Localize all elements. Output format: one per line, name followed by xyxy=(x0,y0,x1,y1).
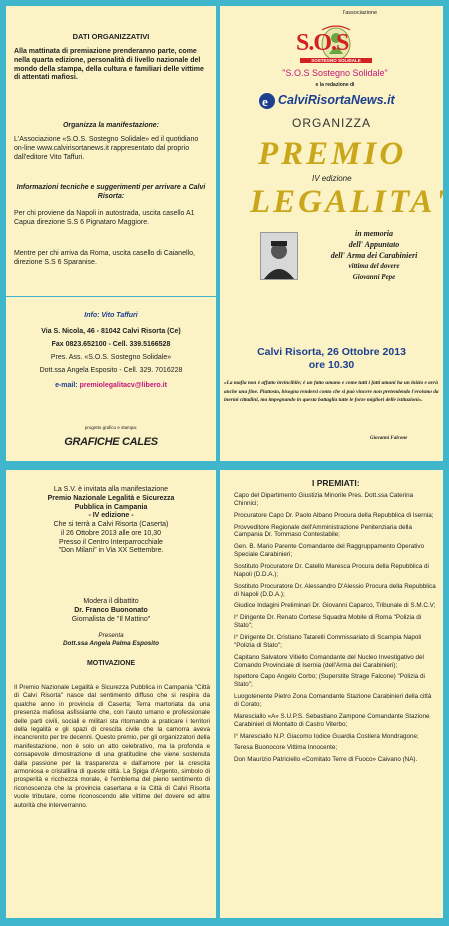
memoria-line-4: vittima del dovere xyxy=(348,262,400,270)
motivation-text: Il Premio Nazionale Legalità e Sicurezza Pubblica in Campania "Città di Calvi Risorta" nasce dal sentimento diffuso che si respira da qualche anno in provincia di Caserta; Terra martoriata da una presenza mafiosa asfissiante che, con l'aiuto umano e professionale delle parti civili, sociali e militari sta ritornando a praticare i territori della legalità e gli spazi di crescita civile che la camorra aveva incancrenito per tre decenni. Questo premio, per gli organizzatori della manifestazione, non è solo un atto celebrativo, ma la profonda e consapevole dimostrazione di una gratitudine che viene sostenuta dalla passione per la trasparenza e dall'amore per la crescita armoniosa e cristallina di queste città. La Spiga d'Argento, simbolo di prosperità e ricchezza morale, è l'emblema del pieno sentimento di riconoscenza che la provincia casertana e la Città di Calvi Risorta vuole tributare, come riconoscendo alle vittime del dovere ed altre autorità che interverranno. xyxy=(14,684,211,809)
awardee-item: Capo del Dipartimento Giustizia Minorile Pres. Dott.ssa Caterina Chinnici; xyxy=(234,492,414,507)
moderator-label: Modera il dibattito xyxy=(83,598,139,605)
invite-line-7: Presso il Centro Interparrocchiale xyxy=(59,538,163,546)
invite-line-5: Che si terrà a Calvi Risorta (Caserta) xyxy=(53,521,169,528)
newspaper-name: CalviRisortaNews.it xyxy=(278,93,395,107)
presenter-label: Presenta xyxy=(98,632,124,639)
invite-line-1: La S.V. è invitata alla manifestazione xyxy=(53,486,169,493)
awardee-item: I° Dirigente Dr. Cristiano Tatarelli Commissariato di Scampia Napoli "Polizia di Stato"; xyxy=(234,634,422,649)
divider xyxy=(6,296,216,297)
route-roma: Mentre per chi arriva da Roma, uscita casello di Caianello, direzione S.S 6 Sparanise. xyxy=(14,250,195,266)
info-heading: Informazioni tecniche e suggerimenti per arrivare a Calvi Risorta: xyxy=(16,184,206,200)
awardees-list xyxy=(234,492,438,768)
contact-dott: Dott.ssa Angela Esposito - Cell. 329. 7016228 xyxy=(39,367,183,374)
newspaper-e-icon xyxy=(258,92,276,110)
moderator-name: Dr. Franco Buononato xyxy=(74,606,148,614)
awardee-item: Don Maurizio Patriciello «Comitato Terre di Fuoco» Caivano (NA). xyxy=(234,756,418,764)
awardee-item: Capitano Salvatore Vitiello Comandante del Nucleo Investigativo del Comando Provinciale di Isernia (dell'Arma dei Carabinieri); xyxy=(234,653,424,669)
presenter-block xyxy=(6,632,216,648)
edizione-label: IV edizione xyxy=(312,174,352,183)
event-time: ore 10.30 xyxy=(308,359,355,371)
awardees-title: I PREMIATI: xyxy=(312,478,360,488)
awardee-item: Giudice Indagini Preliminari Dr. Giovanni Caparco, Tribunale di S.M.C.V; xyxy=(234,602,436,610)
redazione-label: e la redazione di xyxy=(315,82,355,88)
org-heading: Organizza la manifestazione: xyxy=(62,122,160,129)
memoria-line-2: dell' Appuntato xyxy=(348,240,400,249)
organizers-intro: Alla mattinata di premiazione prenderanno parte, come nella quarta edizione, personalità di livello nazionale del mondo della stampa, della cultura e familiari delle vittime di attentati mafiosi. xyxy=(14,48,204,82)
memoria-line-5: Giovanni Pepe xyxy=(352,273,396,281)
email-link[interactable]: premiolegalitacv@libero.it xyxy=(79,382,167,389)
email-label: e-mail: xyxy=(55,382,78,389)
invite-block xyxy=(6,486,216,556)
memoria-block xyxy=(306,228,442,283)
victim-photo xyxy=(260,232,298,280)
invite-line-8: "Don Milani" in Via XX Settembre. xyxy=(58,547,164,555)
portrait-icon xyxy=(261,233,297,279)
invite-line-2: Premio Nazionale Legalità e Sicurezza xyxy=(47,494,175,502)
newspaper-logo xyxy=(258,92,438,110)
quote-author: Giovanni Falcone xyxy=(370,436,408,441)
memoria-line-1: in memoria xyxy=(354,229,393,238)
awardee-item: Procuratore Capo Dr. Paolo Albano Procura della Repubblica di Isernia; xyxy=(234,511,434,519)
invite-line-4: - IV edizione - xyxy=(88,512,134,520)
falcone-quote: «La mafia non è affatto invincibile; è un fatto umano e come tutti i fatti umani ha un inizio e avrà anche una fine. Piuttosto, bisogna rendersi conto che si può vincere non pretendendo l'eroismo da inermi cittadini, ma impegnando in questa battaglia tutte le forze migliori delle istituzioni». xyxy=(224,380,439,403)
awardee-item: Sostituto Procuratore Dr. Alessandro D'Alessio Procura della Repubblica di Napoli (D.D.A.); xyxy=(234,582,436,598)
credits-project: progetto grafico e stampa: xyxy=(84,425,138,430)
sos-logo xyxy=(296,20,376,66)
presenter-name: Dott.ssa Angela Palma Esposito xyxy=(63,639,159,647)
organizza-label: ORGANIZZA xyxy=(291,116,371,130)
awardee-item: Provveditore Regionale dell'Amministrazione Penitenziaria della Campania Dr. Tommaso Contestabile; xyxy=(234,523,412,539)
motivation-title: MOTIVAZIONE xyxy=(86,660,136,667)
sos-logo-sub: SOSTEGNO SOLIDALE xyxy=(300,58,372,63)
contact-pres: Pres. Ass. «S.O.S. Sostegno Solidale» xyxy=(50,354,172,361)
awardee-item: Luogotenente Pietro Zona Comandante Stazione Carabinieri della città di Corato; xyxy=(234,693,432,709)
awardee-item: Ispettore Capo Angelo Corbo; (Superstite Strage Falcone) "Polizia di Stato"; xyxy=(234,673,425,689)
awardee-item: Teresa Buonocore Vittima Innocente; xyxy=(234,744,338,752)
contact-info: Info: Vito Taffuri xyxy=(84,312,138,319)
awardee-item: I° Dirigente Dr. Renato Cortese Squadra Mobile di Roma "Polizia di Stato"; xyxy=(234,614,422,630)
moderator-role: Giornalista de "Il Mattino" xyxy=(71,615,151,623)
awardees-panel xyxy=(220,470,443,918)
invite-line-3: Pubblica in Campania xyxy=(74,503,148,511)
assoc-name: "S.O.S Sostegno Solidale" xyxy=(282,68,388,78)
route-napoli: Per chi proviene da Napoli in autostrada, uscita casello A1 Capua direzione S.S 6 Pignataro Maggiore. xyxy=(14,210,195,226)
organizers-panel xyxy=(6,6,216,461)
awardee-item: Maresciallo «A» S.U.P.S. Sebastiano Zampone Comandante Stazione Carabinieri di Montalto di Castro Viterbo; xyxy=(234,712,430,728)
awardee-item: Sostituto Procuratore Dr. Catello Maresca Procura della Repubblica di Napoli (D.D.A.); xyxy=(234,563,429,578)
event-date: Calvi Risorta, 26 Ottobre 2013 xyxy=(257,346,406,358)
awardee-item: Gen. B. Mario Parente Comandante del Raggruppamento Operativo Speciale Carabinieri; xyxy=(234,543,425,559)
org-text: L'Associazione «S.O.S. Sostegno Solidale» ed il quotidiano on-line www.calvirisortanews.it rappresentato dal proprio dall'editore Vito Taffuri. xyxy=(14,136,199,161)
memoria-line-3: dell' Arma dei Carabinieri xyxy=(330,251,418,260)
cover-panel xyxy=(220,6,448,461)
awardee-item: I° Maresciallo N.P. Giacomo Iodice Guardia Costiera Mondragone; xyxy=(234,732,419,740)
moderator-block xyxy=(6,598,216,624)
legalita-title: LEGALITA' xyxy=(250,184,448,220)
contact-phone: Fax 0823.652100 - Cell. 339.5166528 xyxy=(51,341,171,348)
svg-text:e: e xyxy=(262,94,268,109)
invite-panel xyxy=(6,470,216,918)
invite-line-6: il 26 Ottobre 2013 alle ore 10,30 xyxy=(60,529,161,537)
sos-logo-text: S.O.S xyxy=(296,30,349,56)
contact-address: Via S. Nicola, 46 - 81042 Calvi Risorta (Ce) xyxy=(41,328,181,335)
assoc-label: l'associazione xyxy=(342,10,378,16)
cales-logo xyxy=(6,432,216,450)
cales-logo-text: GRAFICHE CALES xyxy=(64,436,158,448)
premio-title: PREMIO xyxy=(258,136,407,172)
organizers-title: DATI ORGANIZZATIVI xyxy=(72,32,150,41)
contact-email-line xyxy=(6,382,216,391)
